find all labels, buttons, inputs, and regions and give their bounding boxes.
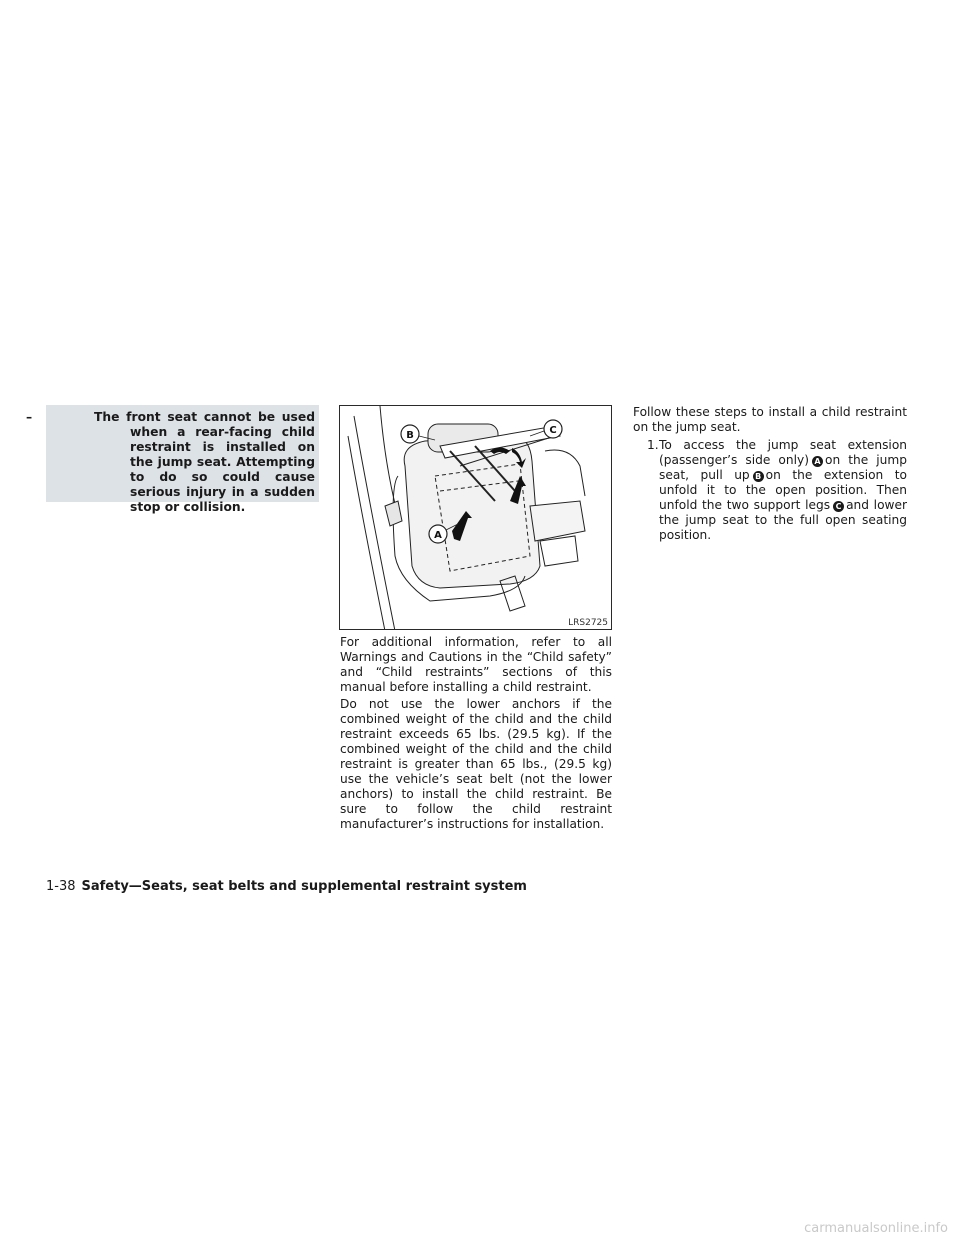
jump-seat-drawing [340,406,612,630]
figure-code: LRS2725 [568,618,608,628]
callout-b-label: B [406,430,414,441]
warning-dash: – [26,410,33,424]
warning-text [26,410,319,515]
callout-c-icon: C [833,501,844,512]
step-text-3: on the extension to unfold it to the open position. Then unfold the two support legs [659,468,907,512]
callout-a-label: A [434,530,442,541]
paragraph-lower-anchors: Do not use the lower anchors if the combined weight of the child and the child restraint exceeds 65 lbs. (29.5 kg). If the combined weight of the child and the child restraint is greater than 65 lbs., (29.5 kg) use the vehicle’s seat belt (not the lower anchors) to install the child restraint. Be sure to follow the child restraint manufacturer’s instructions for installation. [340,697,612,831]
step-1 [633,438,907,543]
paragraph-steps-intro: Follow these steps to install a child restraint on the jump seat. [633,405,907,434]
jump-seat-illustration [339,405,612,630]
callout-c-label: C [549,425,557,436]
step-number: 1. [647,438,659,452]
paragraph-additional-info: For additional information, refer to all Warnings and Cautions in the “Child safety” and “Child restraints” sections of this manual before installing a child restraint. [340,635,612,694]
step-text-2: on the jump seat, pull up [659,453,908,482]
step-text-4: and lower the jump seat to the full open seating position. [659,498,908,542]
step-text-1: To access the jump seat extension (passenger’s side only) [659,438,907,467]
page-footer [46,879,527,894]
page-number: 1-38 [46,879,76,894]
callout-b-icon: B [753,471,764,482]
warning-body: The front seat cannot be used when a rear-facing child restraint is installed on the jump seat. Attempting to do so could cause serious injury in a sudden stop or collision. [94,410,315,514]
watermark: carmanualsonline.info [804,1221,948,1236]
callout-a-icon: A [812,456,823,467]
section-title: Safety—Seats, seat belts and supplemental restraint system [81,879,527,894]
warning-box [26,405,319,514]
step-body [633,438,907,543]
